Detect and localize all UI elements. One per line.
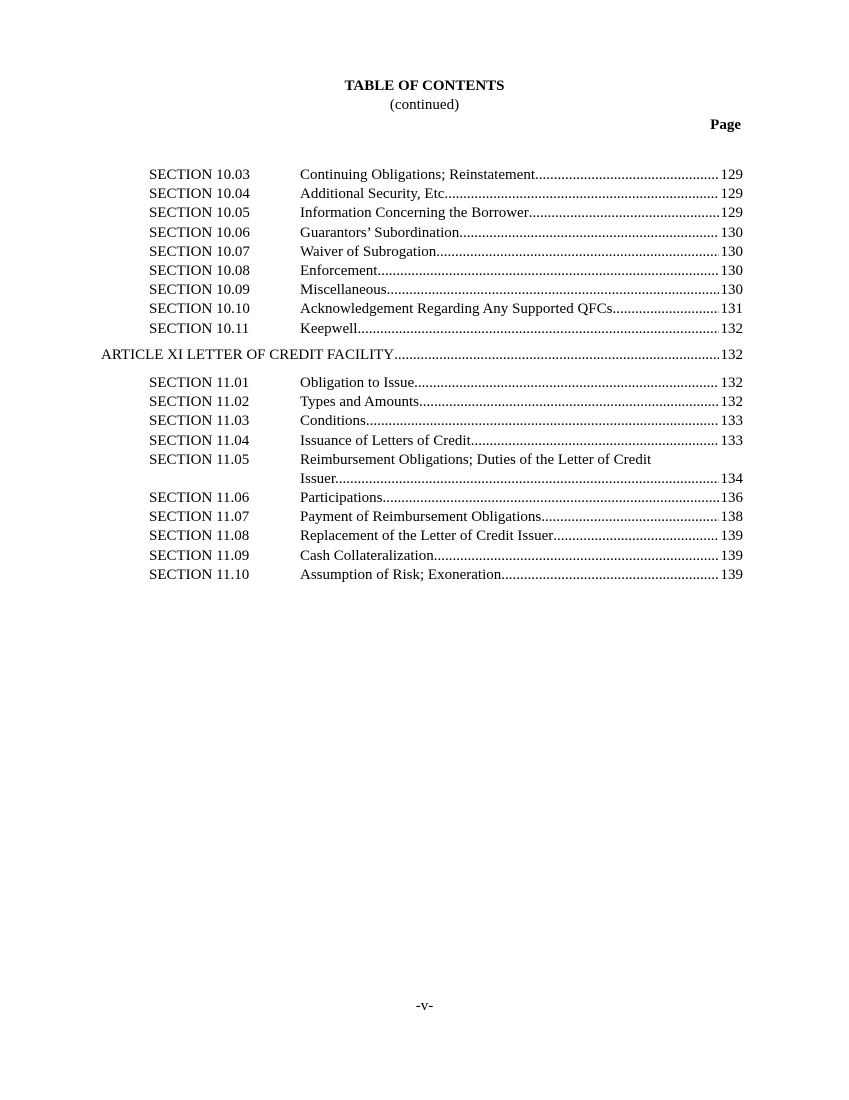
toc-row[interactable] bbox=[149, 374, 743, 393]
toc-row[interactable] bbox=[149, 224, 743, 243]
article-title: ARTICLE XI LETTER OF CREDIT FACILITY bbox=[101, 347, 395, 363]
section-title: Additional Security, Etc bbox=[300, 186, 445, 203]
toc-row[interactable] bbox=[149, 393, 743, 412]
toc-row[interactable] bbox=[149, 527, 743, 546]
section-number: SECTION 11.07 bbox=[149, 509, 250, 526]
section-page-number: 133 bbox=[720, 413, 743, 430]
section-page-number: 132 bbox=[720, 394, 743, 411]
section-page-number: 132 bbox=[720, 320, 743, 337]
dot-leader bbox=[414, 374, 718, 393]
dot-leader bbox=[505, 566, 719, 585]
section-page-number: 130 bbox=[720, 243, 743, 260]
dot-leader bbox=[339, 470, 719, 489]
section-number: SECTION 10.06 bbox=[149, 224, 250, 241]
section-number: SECTION 11.10 bbox=[149, 566, 250, 583]
section-title: Types and Amounts bbox=[300, 394, 419, 411]
article-page-number: 132 bbox=[720, 347, 743, 363]
section-title: Information Concerning the Borrower bbox=[300, 205, 529, 222]
dot-leader bbox=[444, 185, 718, 204]
toc-row[interactable] bbox=[149, 281, 743, 300]
section-page-number: 136 bbox=[720, 490, 743, 506]
toc-heading: TABLE OF CONTENTS bbox=[344, 78, 505, 94]
section-number: SECTION 11.08 bbox=[149, 528, 250, 545]
section-title: Issuance of Letters of Credit. bbox=[300, 432, 475, 449]
section-number: SECTION 10.04 bbox=[149, 186, 250, 203]
section-title-line1: Reimbursement Obligations; Duties of the Letter of Credit bbox=[300, 452, 652, 468]
toc-row-continuation[interactable] bbox=[300, 470, 743, 489]
section-title: Replacement of the Letter of Credit Issuer bbox=[300, 528, 554, 545]
toc-row[interactable] bbox=[149, 451, 743, 470]
section-page-number: 139 bbox=[720, 566, 743, 583]
section-page-number: 130 bbox=[720, 263, 743, 279]
section-page-number: 139 bbox=[720, 547, 743, 564]
section-page-number: 130 bbox=[720, 224, 743, 241]
dot-leader bbox=[361, 320, 718, 339]
section-number: SECTION 10.08 bbox=[149, 263, 250, 279]
toc-row[interactable] bbox=[149, 508, 743, 527]
section-page-number: 129 bbox=[720, 167, 743, 183]
section-number: SECTION 11.04 bbox=[149, 432, 250, 449]
section-title: Payment of Reimbursement Obligations. bbox=[300, 509, 545, 526]
section-title: Participations bbox=[300, 490, 383, 506]
page-column-label: Page bbox=[710, 117, 741, 133]
toc-subheading: (continued) bbox=[389, 97, 460, 113]
section-title: Assumption of Risk; Exoneration. bbox=[300, 566, 505, 583]
section-number: SECTION 11.05 bbox=[149, 452, 250, 468]
section-number: SECTION 10.09 bbox=[149, 282, 250, 299]
toc-article-row[interactable] bbox=[101, 346, 743, 365]
dot-leader bbox=[545, 508, 719, 527]
toc-row[interactable] bbox=[149, 166, 743, 185]
section-title-line2: Issuer. bbox=[300, 471, 339, 487]
section-title: Acknowledgement Regarding Any Supported QFCs bbox=[300, 301, 613, 318]
dot-leader bbox=[419, 393, 719, 412]
section-page-number: 130 bbox=[720, 282, 743, 299]
dot-leader bbox=[529, 204, 719, 223]
section-page-number: 129 bbox=[720, 205, 743, 222]
dot-leader bbox=[612, 300, 718, 319]
section-page-number: 139 bbox=[720, 528, 743, 545]
section-title: Miscellaneous bbox=[300, 282, 387, 299]
dot-leader bbox=[553, 527, 718, 546]
section-title: Guarantors’ Subordination bbox=[300, 224, 460, 241]
section-title: Enforcement bbox=[300, 263, 378, 279]
section-title: Keepwell. bbox=[300, 320, 362, 337]
section-title: Continuing Obligations; Reinstatement bbox=[300, 167, 535, 183]
toc-row[interactable] bbox=[149, 547, 743, 566]
page-footer-number: -v- bbox=[415, 998, 434, 1014]
dot-leader bbox=[459, 224, 718, 243]
toc-row[interactable] bbox=[149, 300, 743, 319]
toc-row[interactable] bbox=[149, 185, 743, 204]
section-title: Conditions bbox=[300, 413, 366, 430]
section-title: Obligation to Issue bbox=[300, 375, 415, 391]
section-page-number: 132 bbox=[720, 375, 743, 391]
section-number: SECTION 10.05 bbox=[149, 205, 250, 222]
section-number: SECTION 11.09 bbox=[149, 547, 250, 564]
dot-leader bbox=[436, 243, 718, 262]
dot-leader bbox=[377, 262, 718, 281]
dot-leader bbox=[475, 432, 719, 451]
toc-row[interactable] bbox=[149, 489, 743, 508]
section-title: Waiver of Subrogation bbox=[300, 243, 437, 260]
toc-row[interactable] bbox=[149, 204, 743, 223]
toc-row[interactable] bbox=[149, 566, 743, 585]
dot-leader bbox=[383, 489, 719, 508]
dot-leader bbox=[387, 281, 719, 300]
section-page-number: 129 bbox=[720, 186, 743, 203]
dot-leader bbox=[394, 346, 718, 365]
toc-row[interactable] bbox=[149, 432, 743, 451]
section-number: SECTION 10.03 bbox=[149, 167, 250, 183]
section-number: SECTION 11.01 bbox=[149, 375, 250, 391]
section-page-number: 134 bbox=[720, 471, 743, 487]
dot-leader bbox=[366, 412, 719, 431]
toc-row[interactable] bbox=[149, 412, 743, 431]
section-page-number: 133 bbox=[720, 432, 743, 449]
section-number: SECTION 10.07 bbox=[149, 243, 250, 260]
section-page-number: 131 bbox=[720, 301, 743, 318]
section-number: SECTION 10.10 bbox=[149, 301, 250, 318]
section-page-number: 138 bbox=[720, 509, 743, 526]
section-number: SECTION 10.11 bbox=[149, 320, 250, 337]
dot-leader bbox=[535, 166, 719, 185]
toc-row[interactable] bbox=[149, 320, 743, 339]
dot-leader bbox=[434, 547, 719, 566]
toc-row[interactable] bbox=[149, 243, 743, 262]
section-number: SECTION 11.03 bbox=[149, 413, 250, 430]
section-number: SECTION 11.06 bbox=[149, 490, 250, 506]
toc-row[interactable] bbox=[149, 262, 743, 281]
section-title: Cash Collateralization bbox=[300, 547, 434, 564]
section-number: SECTION 11.02 bbox=[149, 394, 250, 411]
